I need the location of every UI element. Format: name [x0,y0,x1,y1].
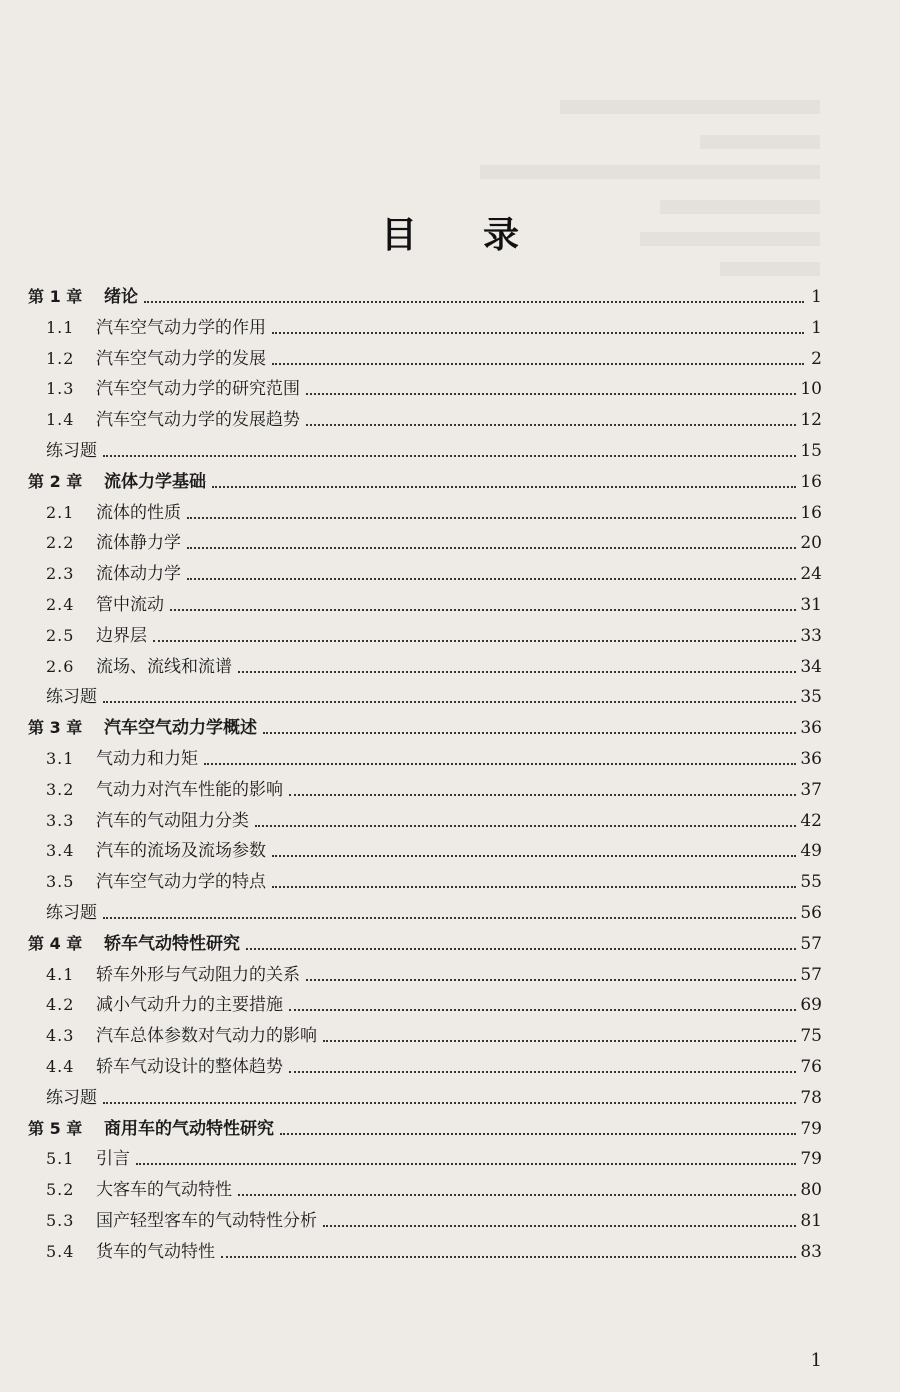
toc-entry-title: 气动力和力矩 [96,749,198,769]
dot-leader [238,1184,796,1196]
toc-entry-page: 36 [800,718,822,739]
toc-section-row[interactable] [46,1019,822,1047]
toc-section-row[interactable] [46,865,822,893]
toc-entry-page: 42 [800,810,822,831]
toc-entry-number: 5.3 [46,1211,75,1230]
toc-section-row[interactable] [46,958,822,986]
toc-entry-title: 流体的性质 [96,502,181,523]
toc-exercise-row[interactable] [46,1081,822,1109]
dot-leader [272,845,796,857]
toc-section-row[interactable] [46,1173,822,1201]
toc-entry-number: 第 4 章 [28,933,83,953]
toc-entry-title: 练习题 [46,903,97,923]
toc-entry-page: 10 [800,379,822,400]
toc-chapter-row[interactable] [28,1112,822,1140]
toc-entry-page: 83 [800,1241,822,1262]
toc-entry-page: 75 [800,1026,822,1047]
toc-entry-number: 2.2 [46,533,75,553]
toc-section-row[interactable] [46,403,822,431]
toc-entry-page: 1 [811,317,822,338]
toc-entry-number: 1.2 [46,348,75,368]
toc-section-row[interactable] [46,773,822,801]
toc-entry-title: 汽车空气动力学概述 [104,718,257,739]
toc-entry-page: 79 [800,1149,822,1170]
toc-section-row[interactable] [46,1142,822,1170]
toc-entry-page: 49 [800,841,822,862]
toc-section-row[interactable] [46,988,822,1016]
toc-chapter-row[interactable] [28,280,822,308]
dot-leader [212,476,796,488]
toc-entry-title: 货车的气动特性 [96,1241,215,1262]
toc-chapter-row[interactable] [28,711,822,739]
toc-entry-title: 汽车空气动力学的特点 [96,872,266,893]
toc-entry-page: 12 [800,410,822,431]
dot-leader [246,938,796,950]
toc-entry-page: 55 [800,872,822,893]
toc-section-row[interactable] [46,557,822,585]
toc-entry-page: 15 [800,441,822,461]
toc-entry-number: 第 5 章 [28,1118,83,1138]
toc-section-row[interactable] [46,650,822,678]
toc-entry-title: 流体力学基础 [104,471,206,492]
toc-entry-number: 第 3 章 [28,718,83,738]
toc-entry-page: 57 [800,964,822,985]
dot-leader [170,599,796,611]
toc-entry-title: 汽车空气动力学的发展趋势 [96,410,300,431]
toc-section-row[interactable] [46,342,822,370]
dot-leader [103,907,796,919]
toc-section-row[interactable] [46,372,822,400]
dot-leader [255,815,796,827]
toc-entry-page: 16 [800,471,822,492]
page-number: 1 [810,1350,822,1371]
toc-chapter-row[interactable] [28,927,822,955]
toc-entry-page: 56 [800,903,822,923]
toc-entry-number: 2.4 [46,595,75,614]
dot-leader [289,1061,796,1073]
dot-leader [272,353,804,365]
dot-leader [144,291,804,303]
dot-leader [306,414,796,426]
toc-section-row[interactable] [46,496,822,524]
toc-entry-title: 流场、流线和流谱 [96,656,232,677]
toc-entry-title: 国产轻型客车的气动特性分析 [96,1211,317,1231]
toc-entry-title: 汽车的气动阻力分类 [96,810,249,831]
dot-leader [153,630,796,642]
toc-entry-number: 2.5 [46,625,75,645]
toc-section-row[interactable] [46,804,822,832]
toc-entry-title: 边界层 [96,625,147,646]
toc-entry-page: 31 [800,595,822,615]
dot-leader [323,1215,796,1227]
dot-leader [103,1092,796,1104]
toc-entry-title: 绪论 [104,287,138,307]
dot-leader [272,322,804,334]
toc-entry-title: 大客车的气动特性 [96,1180,232,1201]
toc-entry-title: 流体静力学 [96,533,181,554]
toc-entry-number: 3.3 [46,810,75,830]
toc-entry-number: 5.4 [46,1241,75,1261]
toc-entry-title: 轿车气动特性研究 [104,933,240,954]
toc-entry-page: 69 [800,995,822,1016]
dot-leader [238,661,796,673]
dot-leader [280,1123,796,1135]
toc-entry-title: 练习题 [46,441,97,461]
toc-section-row[interactable] [46,1204,822,1232]
dot-leader [187,507,796,519]
toc-entry-page: 34 [800,656,822,677]
toc-entry-number: 第 2 章 [28,471,83,491]
dot-leader [263,722,796,734]
toc-entry-title: 汽车空气动力学的作用 [96,317,266,338]
dot-leader [323,1030,796,1042]
toc-entry-page: 37 [800,779,822,800]
toc-entry-page: 35 [800,687,822,708]
toc-exercise-row[interactable] [46,680,822,708]
dot-leader [289,999,796,1011]
toc-entry-title: 汽车空气动力学的研究范围 [96,379,300,400]
toc-entry-page: 81 [800,1211,822,1231]
toc-entry-number: 2.6 [46,656,75,676]
dot-leader [103,691,796,703]
toc-entry-title: 汽车空气动力学的发展 [96,348,266,369]
toc-entry-number: 2.3 [46,564,75,584]
toc-section-row[interactable] [46,526,822,554]
page-title: 目录 [380,215,585,256]
toc-entry-number: 4.2 [46,995,75,1015]
toc-entry-title: 管中流动 [96,595,164,615]
toc-entry-title: 练习题 [46,1087,97,1108]
toc-entry-title: 汽车总体参数对气动力的影响 [96,1026,317,1047]
toc-entry-page: 57 [800,933,822,954]
toc-entry-number: 4.3 [46,1026,75,1046]
toc-entry-number: 1.1 [46,317,75,337]
toc-exercise-row[interactable] [46,896,822,924]
toc-entry-number: 3.4 [46,841,75,861]
toc-entry-page: 33 [800,625,822,646]
toc-entry-page: 1 [811,287,822,307]
toc-entry-number: 4.4 [46,1057,75,1076]
toc-entry-page: 78 [800,1087,822,1108]
dot-leader [187,568,796,580]
dot-leader [187,537,796,549]
toc-entry-page: 36 [800,749,822,769]
toc-entry-title: 汽车的流场及流场参数 [96,841,266,862]
toc-entry-number: 5.2 [46,1180,75,1200]
dot-leader [306,969,796,981]
toc-entry-number: 4.1 [46,964,75,984]
toc-entry-page: 80 [800,1180,822,1201]
toc-entry-title: 轿车外形与气动阻力的关系 [96,964,300,985]
dot-leader [221,1246,796,1258]
toc-entry-title: 引言 [96,1149,130,1170]
dot-leader [272,876,796,888]
toc-section-row[interactable] [46,311,822,339]
toc-entry-number: 第 1 章 [28,287,83,306]
toc-section-row[interactable] [46,1050,822,1078]
toc-entry-number: 1.4 [46,410,75,430]
toc-entry-page: 79 [800,1118,822,1139]
toc-entry-page: 16 [800,502,822,523]
toc-entry-page: 2 [811,348,822,369]
toc-entry-number: 5.1 [46,1149,75,1169]
toc-entry-page: 20 [800,533,822,554]
toc-entry-title: 轿车气动设计的整体趋势 [96,1057,283,1077]
toc-entry-title: 商用车的气动特性研究 [104,1118,274,1139]
toc-entry-title: 流体动力学 [96,564,181,585]
toc-entry-title: 气动力对汽车性能的影响 [96,779,283,800]
toc-entry-number: 3.5 [46,872,75,892]
dot-leader [103,445,796,457]
toc-entry-number: 2.1 [46,502,75,522]
dot-leader [289,784,796,796]
toc-entry-number: 3.2 [46,779,75,799]
toc-section-row[interactable] [46,1235,822,1263]
toc-entry-number: 1.3 [46,379,75,399]
toc-chapter-row[interactable] [28,465,822,493]
toc-section-row[interactable] [46,742,822,770]
toc-section-row[interactable] [46,834,822,862]
toc-entry-title: 练习题 [46,687,97,708]
dot-leader [204,753,796,765]
toc-entry-title: 减小气动升力的主要措施 [96,995,283,1016]
toc-entry-page: 24 [800,564,822,585]
toc-entry-page: 76 [800,1057,822,1077]
toc-entry-number: 3.1 [46,749,75,768]
toc-exercise-row[interactable] [46,434,822,462]
toc-section-row[interactable] [46,588,822,616]
dot-leader [306,383,796,395]
dot-leader [136,1153,796,1165]
toc-section-row[interactable] [46,619,822,647]
